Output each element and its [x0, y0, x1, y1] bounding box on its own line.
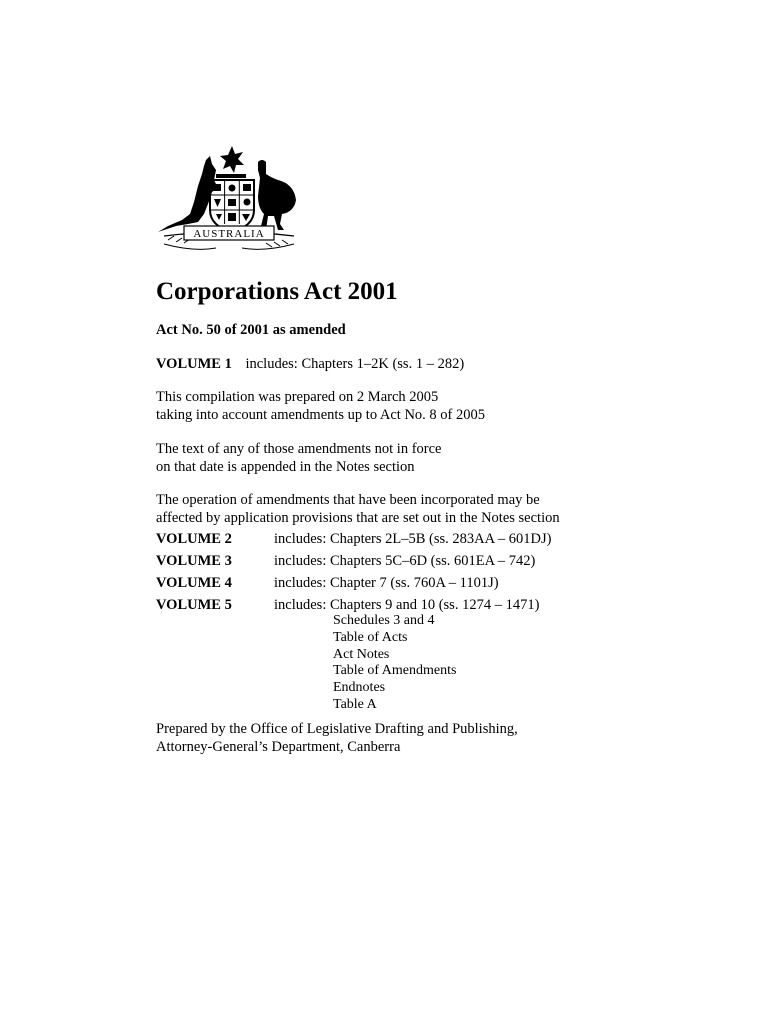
amendments-note [156, 440, 441, 476]
volume-5-extra-item: Table of Amendments [333, 663, 457, 679]
volume-5-extra-item: Endnotes [333, 680, 386, 696]
commonwealth-star-icon [220, 146, 244, 173]
volume-1-name: VOLUME 1 [156, 356, 232, 372]
kangaroo-icon [158, 156, 218, 232]
volume-desc: includes: Chapter 7 (ss. 760A – 1101J) [274, 575, 499, 591]
operation-line-1: The operation of amendments that have been incorporated may be [156, 492, 540, 508]
volume-1-desc: includes: Chapters 1–2K (ss. 1 – 282) [245, 356, 465, 372]
volume-row [156, 531, 552, 553]
volume-desc: includes: Chapters 9 and 10 (ss. 1274 – 1471) [274, 597, 540, 613]
emu-icon [258, 160, 296, 230]
compilation-line-1: This compilation was prepared on 2 March 2005 [156, 389, 439, 405]
volumes-list [156, 531, 552, 714]
volume-1-line [156, 356, 464, 373]
volume-desc: includes: Chapters 2L–5B (ss. 283AA – 601DJ) [274, 531, 552, 547]
document-title: Corporations Act 2001 [156, 278, 398, 305]
volume-name: VOLUME 2 [156, 531, 232, 547]
prepared-by-line-1: Prepared by the Office of Legislative Drafting and Publishing, [156, 721, 518, 737]
volume-5-extra-item: Table A [333, 696, 377, 712]
volume-name: VOLUME 4 [156, 575, 232, 591]
compilation-line-2: taking into account amendments up to Act No. 8 of 2005 [156, 407, 486, 423]
act-subtitle: Act No. 50 of 2001 as amended [156, 322, 346, 338]
volume-5-extra-item: Act Notes [333, 646, 390, 662]
amendments-line-2: on that date is appended in the Notes section [156, 459, 415, 475]
prepared-by-line-2: Attorney-General’s Department, Canberra [156, 739, 401, 755]
volume-name: VOLUME 5 [156, 597, 232, 613]
volume-row [156, 575, 552, 597]
volume-desc: includes: Chapters 5C–6D (ss. 601EA – 742) [274, 553, 536, 569]
volume-5-extra-item: Table of Acts [333, 629, 408, 645]
australia-coat-of-arms-logo [154, 144, 304, 256]
volume-5-extras [333, 613, 552, 714]
compilation-note [156, 388, 485, 424]
volume-name: VOLUME 3 [156, 553, 232, 569]
amendments-line-1: The text of any of those amendments not in force [156, 441, 442, 457]
prepared-by-note [156, 720, 518, 756]
volume-row [156, 553, 552, 575]
operation-line-2: affected by application provisions that are set out in the Notes section [156, 510, 560, 526]
operation-note [156, 491, 560, 527]
volume-5-extra-item: Schedules 3 and 4 [333, 613, 435, 628]
crest-banner-label: AUSTRALIA [193, 228, 265, 240]
